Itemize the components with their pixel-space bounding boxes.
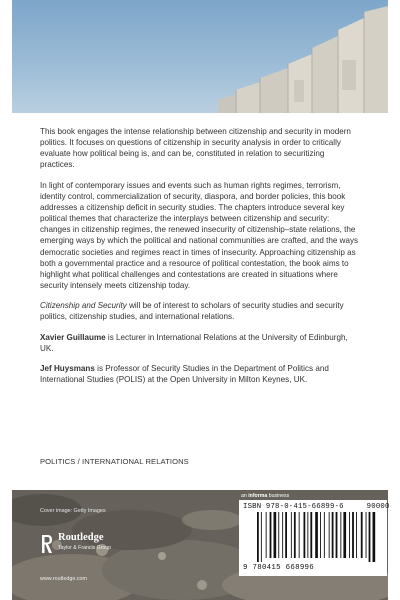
author-name: Xavier Guillaume xyxy=(40,332,106,342)
barcode-bar xyxy=(294,512,296,558)
barcode-bar xyxy=(285,512,287,558)
top-photo-wall xyxy=(12,0,388,113)
barcode-bar xyxy=(329,512,330,558)
cover-image-credit: Cover image: Getty Images xyxy=(40,508,106,514)
barcode-bar xyxy=(373,512,376,562)
book-title-italic: Citizenship and Security xyxy=(40,301,127,311)
barcode-bar xyxy=(299,512,300,558)
barcode-bar xyxy=(315,512,318,558)
author-bio-1 xyxy=(40,332,360,354)
barcode-bar xyxy=(291,512,292,558)
barcode-bar xyxy=(274,512,277,558)
barcode-bar xyxy=(270,512,272,558)
subject-category: POLITICS / INTERNATIONAL RELATIONS xyxy=(40,457,189,466)
informa-label: an informa business xyxy=(241,493,290,499)
description-paragraph-1: This book engages the intense relationship between citizenship and security in modern politics. It focuses on questions of citizenship in security analysis in order to critically evaluate how political being is, and can be, constituted in relation to securitizing practices. xyxy=(40,127,351,170)
barcode-bar xyxy=(356,512,357,558)
ean-number: 9 780415 668996 xyxy=(243,564,315,572)
routledge-r-icon xyxy=(40,533,54,555)
informa-brand: informa xyxy=(248,493,268,499)
barcode-bar xyxy=(324,512,325,558)
barcode-bar xyxy=(336,512,338,558)
barcode-graphic xyxy=(239,512,387,564)
barcode-bar xyxy=(366,512,367,558)
author-bio-2 xyxy=(40,363,360,385)
barcode-bar xyxy=(266,512,267,558)
barcode-bar xyxy=(332,512,334,558)
barcode-bar xyxy=(307,512,308,558)
barcode-panel xyxy=(239,500,390,576)
wall-illustration xyxy=(12,0,388,113)
price-code: 90000 xyxy=(366,503,390,511)
barcode-bar xyxy=(304,512,306,558)
barcode-bar xyxy=(369,512,371,562)
barcode-bar xyxy=(278,512,279,558)
author-name: Jef Huysmans xyxy=(40,363,95,373)
author-bio-text: is Professor of Security Studies in the Department of Politics and International Studies (POLIS) at the Open University in Milton Keynes, UK. xyxy=(40,363,329,384)
barcode-bar xyxy=(340,512,341,558)
publisher-website: www.routledge.com xyxy=(40,576,88,582)
back-cover xyxy=(12,0,388,600)
barcode-bar xyxy=(343,512,346,558)
description-paragraph-3 xyxy=(40,300,360,322)
barcode-bar xyxy=(352,512,354,558)
author-bio-text: is Lecturer in International Relations at the University of Edinburgh, UK. xyxy=(40,332,348,353)
publisher-logo xyxy=(40,532,160,562)
barcode-bar xyxy=(257,512,259,562)
barcode-bar xyxy=(320,512,321,558)
barcode-bar xyxy=(261,512,262,562)
barcode-bar xyxy=(361,512,363,558)
barcode-bar xyxy=(310,512,312,558)
barcode-bar xyxy=(282,512,283,558)
isbn-number: ISBN 978-0-415-66899-6 90000 xyxy=(243,503,390,511)
audience-text: will be of interest to scholars of security studies and security politics, citizenship studies, and international relations. xyxy=(40,301,344,322)
publisher-tagline: Taylor & Francis Group xyxy=(58,545,112,551)
publisher-name: Routledge xyxy=(58,532,104,543)
description-text xyxy=(40,126,360,394)
description-paragraph-2: In light of contemporary issues and events such as human rights regimes, terrorism, identity control, commercialization of security, diaspora, and border policies, this book addresses a citizenship deficit in security studies. The chapters introduce several key political themes that characterize the interplays between citizenship and security: changes in citizenship regimes, the renewed insecurity of citizenship–state relations, the emerging ways by which the political and national communities are crafted, and the ways democratic societies and regimes react in times of insecurity. Approaching citizenship as both a governmental practice and a resource of political contestation, the book aims to highlight what political challenges and contestations are created in situations where security intensely meets citizenship today. xyxy=(40,180,359,291)
barcode-bar xyxy=(349,512,350,558)
